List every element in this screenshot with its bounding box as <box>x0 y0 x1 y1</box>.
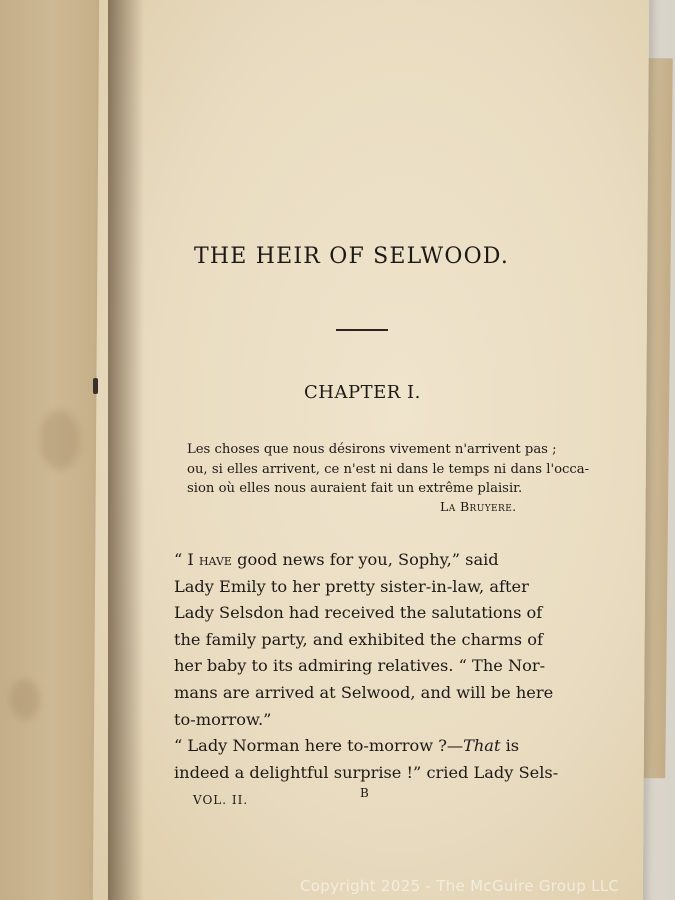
body-line <box>174 547 544 574</box>
body-line <box>174 733 544 760</box>
body-line-part: is <box>500 736 520 756</box>
gutter-shadow <box>108 0 144 900</box>
book-title: THE HEIR OF SELWOOD. <box>194 244 510 269</box>
copyright-watermark: Copyright 2025 - The McGuire Group LLC <box>300 877 620 895</box>
epigraph <box>187 440 590 499</box>
binding-thread <box>93 378 98 394</box>
signature-mark: B <box>360 786 369 800</box>
body-line-part: “ Lady Norman here to-morrow ?— <box>174 736 464 756</box>
body-line-part: good news for you, Sophy,” said <box>231 550 499 569</box>
epigraph-line: ou, si elles arrivent, ce n'est ni dans le temps ni dans l'occa- <box>187 461 590 477</box>
body-line: Lady Emily to her pretty sister-in-law, after <box>174 576 529 596</box>
body-text <box>174 547 559 786</box>
italic-word: That <box>463 736 501 756</box>
title-rule <box>336 329 388 331</box>
body-line: the family party, and exhibited the charms of <box>174 629 543 649</box>
volume-signature: VOL. II. <box>193 793 249 807</box>
epigraph-line: Les choses que nous désirons vivement n'arrivent pas ; <box>187 442 557 457</box>
chapter-heading: CHAPTER I. <box>304 382 421 403</box>
body-line: indeed a delightful surprise !” cried Lady Sels- <box>174 762 559 782</box>
foxing-stain <box>40 410 80 471</box>
body-line: her baby to its admiring relatives. “ The Nor- <box>174 656 546 676</box>
epigraph-attribution: La Bruyere. <box>440 499 517 514</box>
body-line: Lady Selsdon had received the salutations of <box>174 603 543 623</box>
small-caps-word: have <box>198 550 232 569</box>
foxing-stain <box>10 679 40 720</box>
body-line: mans are arrived at Selwood, and will be here <box>174 682 554 702</box>
body-line-part: “ I <box>174 550 199 569</box>
epigraph-line: sion où elles nous auraient fait un extrême plaisir. <box>187 481 523 496</box>
body-line: to-morrow.” <box>174 709 272 729</box>
